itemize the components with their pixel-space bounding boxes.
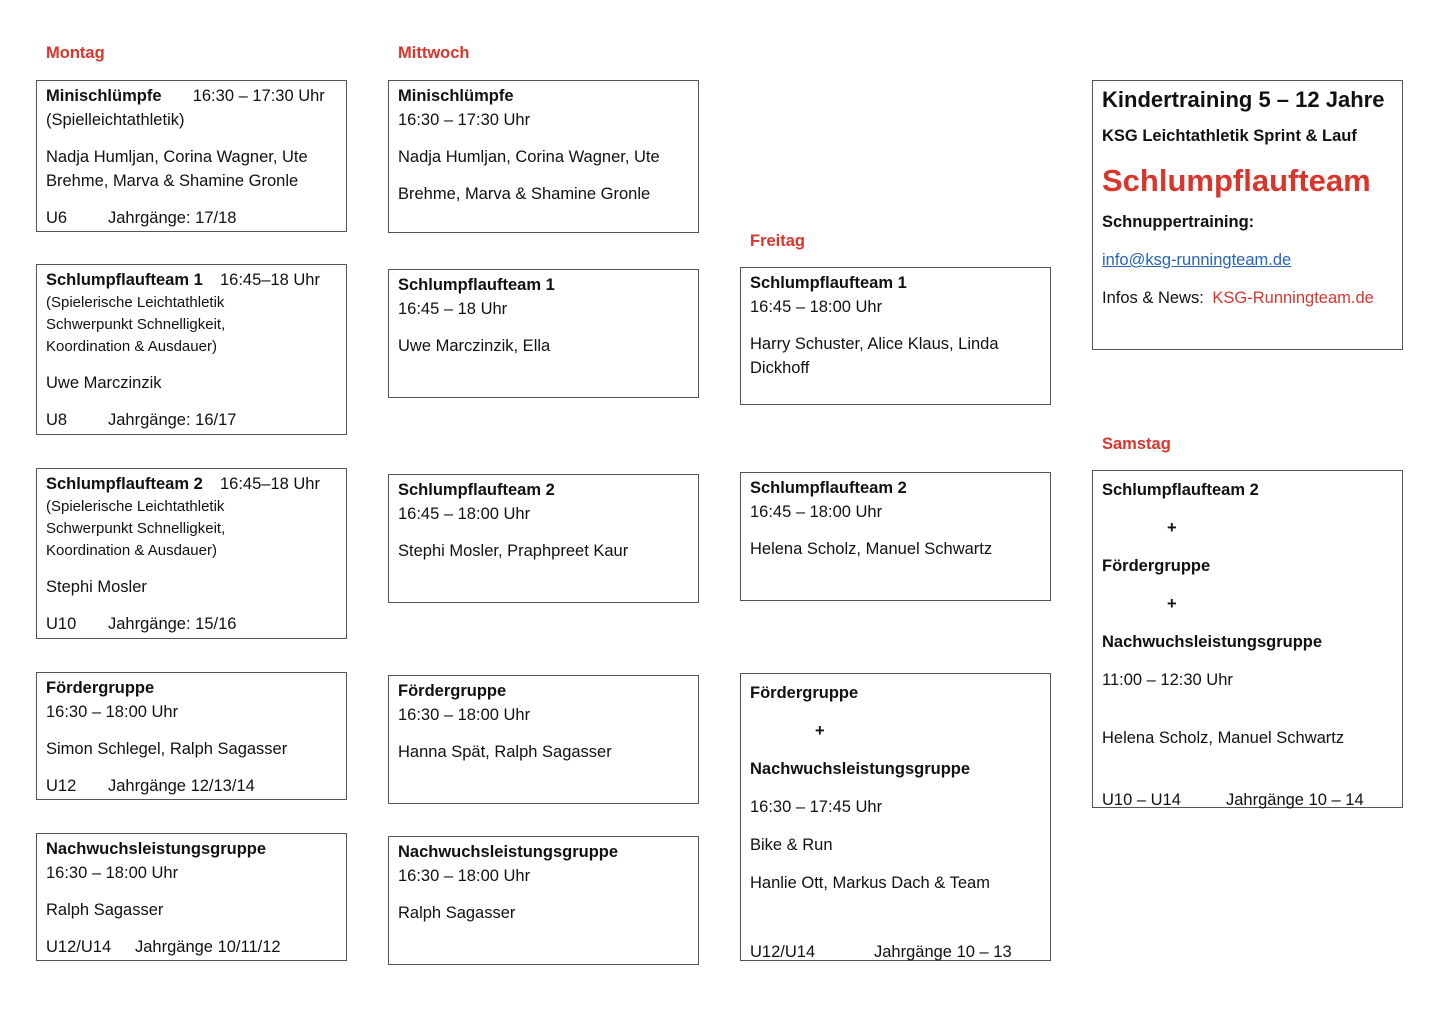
card-time: 16:30 – 18:00 Uhr	[398, 867, 531, 885]
wednesday-nachwuchsleistungsgruppe-card	[388, 836, 699, 965]
saturday-combined-group-card	[1092, 470, 1403, 808]
card-title: Schlumpflaufteam 2	[1102, 481, 1259, 499]
card-time: 16:45 – 18 Uhr	[398, 300, 508, 318]
card-coaches: Ralph Sagasser	[398, 904, 516, 922]
card-coaches: Harry Schuster, Alice Klaus, Linda	[750, 335, 999, 353]
card-coaches: Stephi Mosler	[46, 578, 147, 596]
info-card	[1092, 80, 1403, 350]
card-time: 16:45 – 18:00 Uhr	[398, 505, 531, 523]
card-subtitle: (Spielleichtathletik)	[46, 111, 185, 129]
card-coaches: Hanlie Ott, Markus Dach & Team	[750, 874, 990, 892]
card-age-group: U12	[46, 777, 77, 795]
plus-sign: +	[815, 722, 825, 740]
wednesday-minischluempfe-card	[388, 80, 699, 233]
friday-combined-group-card	[740, 673, 1051, 961]
monday-schlumpflaufteam1-card	[36, 264, 347, 435]
card-coaches: Helena Scholz, Manuel Schwartz	[750, 540, 993, 558]
card-title: Schlumpflaufteam 1	[398, 276, 555, 294]
card-title: Fördergruppe	[398, 682, 507, 700]
card-activity: Bike & Run	[750, 836, 833, 854]
email-link[interactable]: info@ksg-runningteam.de	[1102, 251, 1292, 269]
day-heading-saturday: Samstag	[1102, 435, 1171, 453]
card-age-group: U8	[46, 411, 68, 429]
card-years: Jahrgänge: 16/17	[108, 411, 237, 429]
card-years: Jahrgänge 10 – 14	[1226, 791, 1364, 809]
friday-schlumpflaufteam2-card	[740, 472, 1051, 601]
card-title: Schlumpflaufteam 2	[398, 481, 555, 499]
card-coaches: Helena Scholz, Manuel Schwartz	[1102, 729, 1345, 747]
card-time: 16:45 – 18:00 Uhr	[750, 298, 883, 316]
monday-foerdergruppe-card	[36, 672, 347, 800]
card-age-group: U12/U14	[46, 938, 112, 956]
card-coaches-cont: Brehme, Marva & Shamine Gronle	[46, 172, 299, 190]
card-title: Nachwuchsleistungsgruppe	[398, 843, 619, 861]
card-time: 16:30 – 17:30 Uhr	[192, 87, 325, 105]
card-coaches: Simon Schlegel, Ralph Sagasser	[46, 740, 288, 758]
card-title: Schlumpflaufteam 1	[750, 274, 907, 292]
card-title-secondary: Nachwuchsleistungsgruppe	[750, 760, 971, 778]
card-coaches-cont: Brehme, Marva & Shamine Gronle	[398, 185, 651, 203]
card-coaches: Nadja Humljan, Corina Wagner, Ute	[46, 148, 308, 166]
trial-training-label: Schnuppertraining:	[1102, 213, 1255, 231]
card-description: (Spielerische Leichtathletik	[46, 498, 225, 515]
monday-schlumpflaufteam2-card	[36, 468, 347, 639]
card-time: 16:45 – 18:00 Uhr	[750, 503, 883, 521]
club-name: KSG Leichtathletik Sprint & Lauf	[1102, 127, 1357, 145]
info-heading: Kindertraining 5 – 12 Jahre	[1102, 87, 1385, 112]
plus-sign: +	[1167, 519, 1177, 537]
card-description: Koordination & Ausdauer)	[46, 338, 217, 355]
card-description: Schwerpunkt Schnelligkeit,	[46, 520, 226, 537]
card-years: Jahrgänge 12/13/14	[108, 777, 255, 795]
card-description: Schwerpunkt Schnelligkeit,	[46, 316, 226, 333]
wednesday-schlumpflaufteam1-card	[388, 269, 699, 398]
card-time: 16:45–18 Uhr	[219, 271, 320, 289]
card-coaches: Hanna Spät, Ralph Sagasser	[398, 743, 612, 761]
friday-schlumpflaufteam1-card	[740, 267, 1051, 405]
news-label: Infos & News:	[1102, 289, 1204, 307]
monday-minischluempfe-card	[36, 80, 347, 232]
card-title-tertiary: Nachwuchsleistungsgruppe	[1102, 633, 1323, 651]
card-age-group: U10 – U14	[1102, 791, 1181, 809]
wednesday-foerdergruppe-card	[388, 675, 699, 804]
card-title: Schlumpflaufteam 1	[46, 271, 203, 289]
card-time: 16:30 – 17:30 Uhr	[398, 111, 531, 129]
card-time: 16:30 – 18:00 Uhr	[46, 864, 179, 882]
card-years: Jahrgänge 10/11/12	[135, 938, 281, 956]
card-coaches-cont: Dickhoff	[750, 359, 810, 377]
day-heading-monday: Montag	[46, 44, 105, 62]
card-time: 11:00 – 12:30 Uhr	[1102, 671, 1233, 689]
card-description: Koordination & Ausdauer)	[46, 542, 217, 559]
wednesday-schlumpflaufteam2-card	[388, 474, 699, 603]
card-coaches: Uwe Marczinzik	[46, 374, 162, 392]
card-title: Schlumpflaufteam 2	[46, 475, 203, 493]
card-age-group: U6	[46, 209, 68, 227]
card-coaches: Uwe Marczinzik, Ella	[398, 337, 551, 355]
card-years: Jahrgänge 10 – 13	[874, 943, 1012, 961]
card-coaches: Ralph Sagasser	[46, 901, 164, 919]
card-time: 16:30 – 18:00 Uhr	[398, 706, 531, 724]
brand-title: Schlumpflaufteam	[1102, 163, 1371, 198]
card-age-group: U12/U14	[750, 943, 816, 961]
card-description: (Spielerische Leichtathletik	[46, 294, 225, 311]
card-years: Jahrgänge: 15/16	[108, 615, 237, 633]
card-title: Minischlümpfe	[46, 87, 162, 105]
day-heading-wednesday: Mittwoch	[398, 44, 470, 62]
card-title: Fördergruppe	[46, 679, 155, 697]
card-coaches: Nadja Humljan, Corina Wagner, Ute	[398, 148, 660, 166]
card-time: 16:45–18 Uhr	[219, 475, 320, 493]
monday-nachwuchsleistungsgruppe-card	[36, 833, 347, 961]
card-years: Jahrgänge: 17/18	[108, 209, 237, 227]
card-title: Nachwuchsleistungsgruppe	[46, 840, 267, 858]
card-title: Schlumpflaufteam 2	[750, 479, 907, 497]
card-title-secondary: Fördergruppe	[1102, 557, 1211, 575]
card-title: Fördergruppe	[750, 684, 859, 702]
day-heading-friday: Freitag	[750, 232, 806, 250]
card-time: 16:30 – 17:45 Uhr	[750, 798, 883, 816]
website-link[interactable]: KSG-Runningteam.de	[1212, 289, 1374, 307]
card-time: 16:30 – 18:00 Uhr	[46, 703, 179, 721]
card-title: Minischlümpfe	[398, 87, 514, 105]
plus-sign: +	[1167, 595, 1177, 613]
card-age-group: U10	[46, 615, 77, 633]
card-coaches: Stephi Mosler, Praphpreet Kaur	[398, 542, 629, 560]
